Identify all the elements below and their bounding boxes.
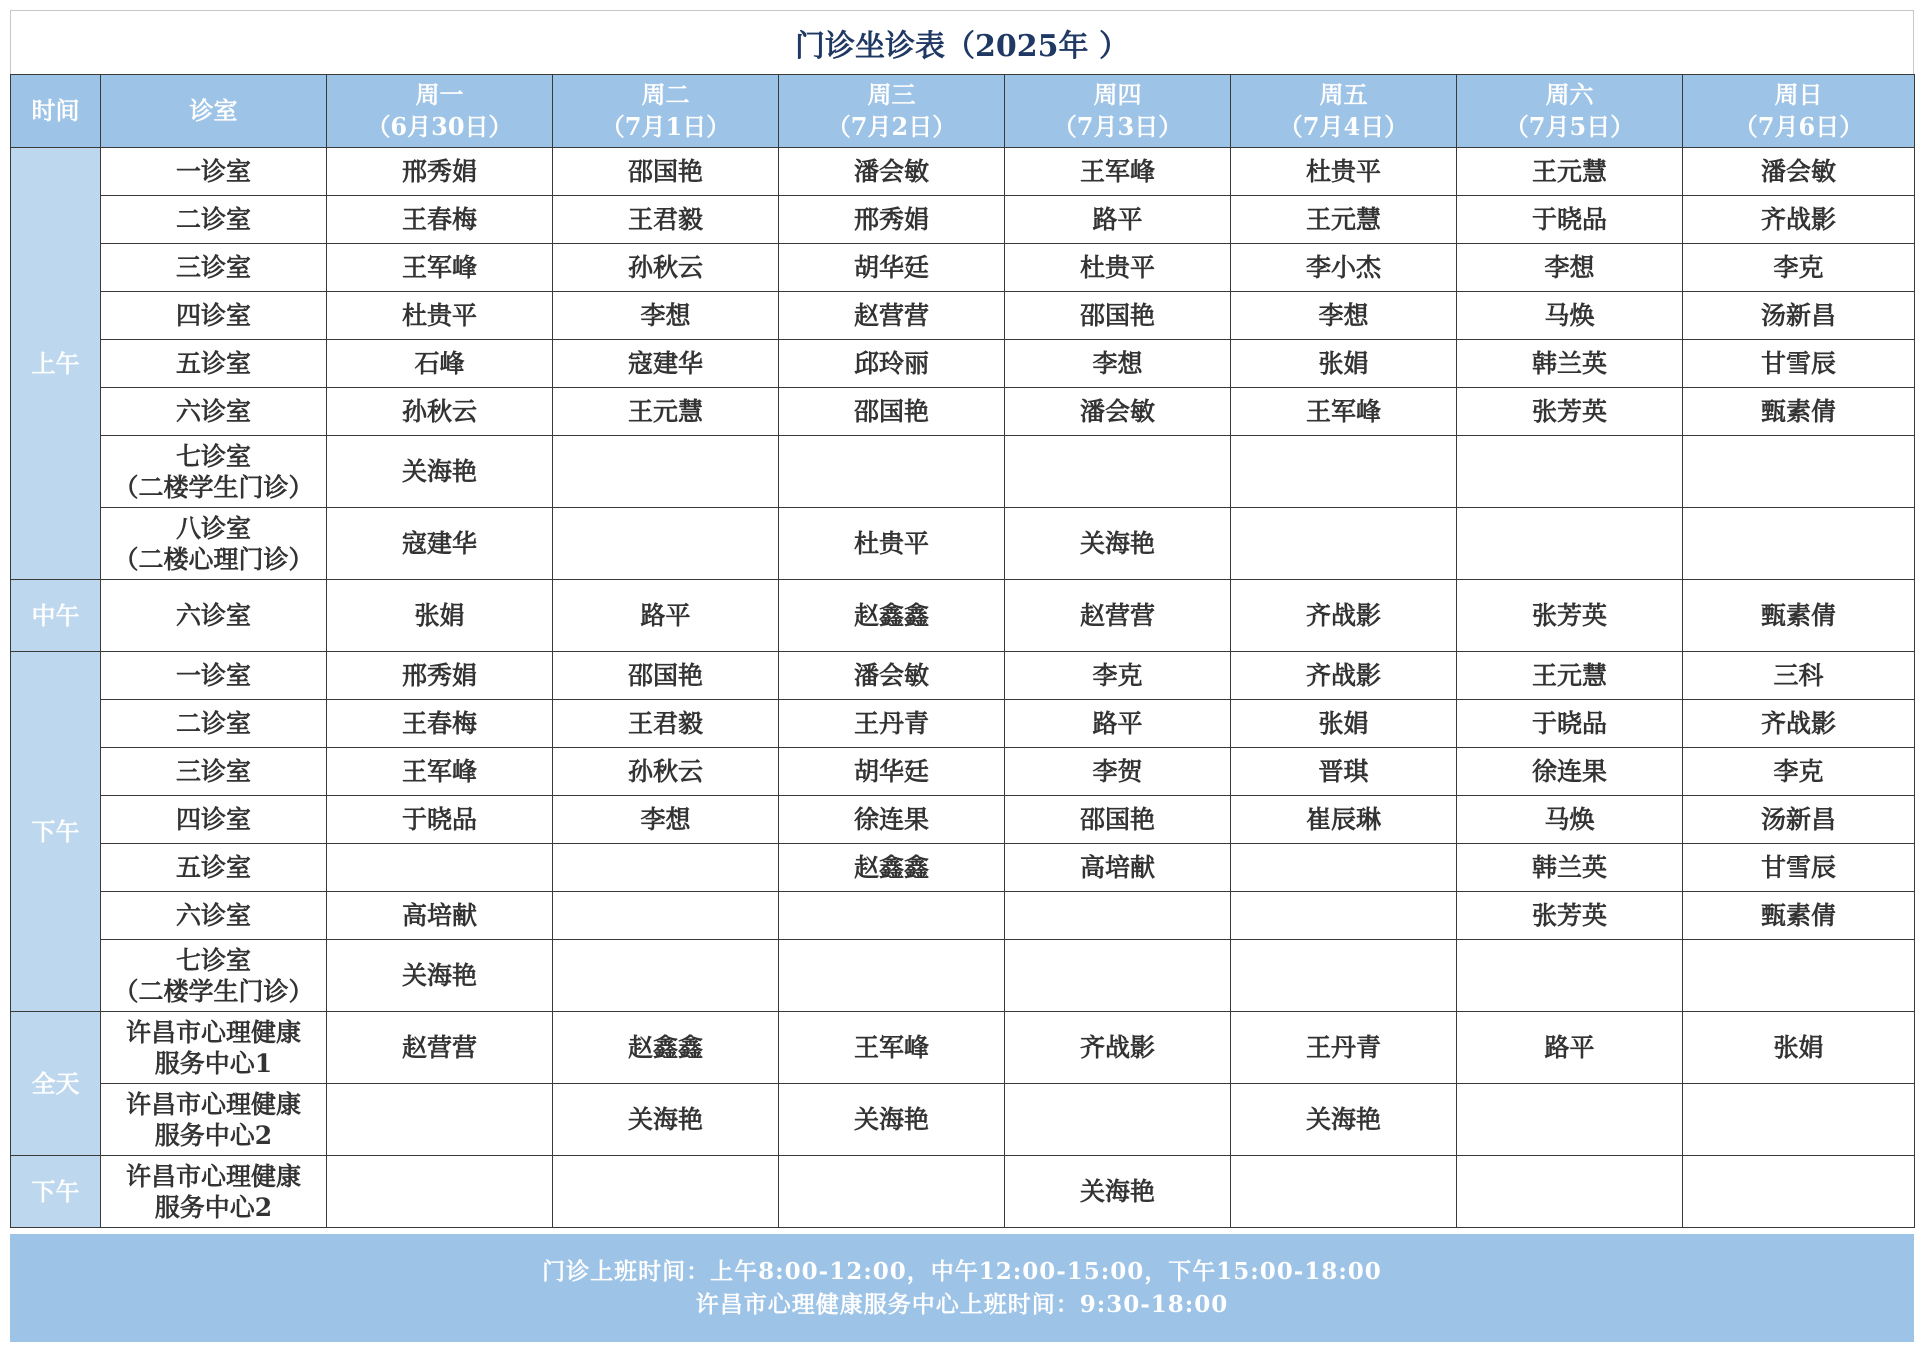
room-label: （二楼学生门诊） <box>113 472 314 502</box>
doctor-cell: 李想 <box>1231 292 1457 340</box>
doctor-cell: 胡华廷 <box>779 748 1005 796</box>
room-label: 服务中心1 <box>154 1048 273 1078</box>
doctor-cell <box>1231 436 1457 508</box>
room-label: 四诊室 <box>175 301 251 330</box>
doctor-cell: 崔辰琳 <box>1231 796 1457 844</box>
time-column-header: 时间 <box>11 75 101 148</box>
period-label: 上午 <box>11 148 101 580</box>
room-cell <box>101 388 327 436</box>
day-date: （7月6日） <box>1733 112 1864 141</box>
doctor-cell: 甄素倩 <box>1683 892 1915 940</box>
doctor-cell: 关海艳 <box>1005 508 1231 580</box>
doctor-cell: 潘会敏 <box>779 652 1005 700</box>
footer-hours <box>10 1234 1914 1342</box>
room-cell <box>101 244 327 292</box>
doctor-cell: 王军峰 <box>327 748 553 796</box>
header-row <box>11 75 1915 148</box>
doctor-cell: 邵国艳 <box>1005 292 1231 340</box>
doctor-cell: 张娟 <box>327 580 553 652</box>
doctor-cell: 张芳英 <box>1457 892 1683 940</box>
doctor-cell: 杜贵平 <box>779 508 1005 580</box>
doctor-cell: 孙秋云 <box>327 388 553 436</box>
doctor-cell: 王丹青 <box>1231 1012 1457 1084</box>
table-row <box>11 796 1915 844</box>
doctor-cell <box>1005 940 1231 1012</box>
doctor-cell <box>1231 1156 1457 1228</box>
day-name: 周二 <box>641 80 690 109</box>
table-row <box>11 388 1915 436</box>
doctor-cell: 赵鑫鑫 <box>553 1012 779 1084</box>
room-label: 一诊室 <box>175 157 251 186</box>
doctor-cell <box>327 1084 553 1156</box>
table-row <box>11 844 1915 892</box>
room-label: 六诊室 <box>175 601 251 630</box>
room-label: 服务中心2 <box>154 1192 273 1222</box>
room-cell <box>101 292 327 340</box>
room-label: （二楼心理门诊） <box>113 544 314 574</box>
room-label: 许昌市心理健康 <box>125 1089 301 1119</box>
day-date: （7月3日） <box>1052 112 1183 141</box>
day-name: 周一 <box>415 80 464 109</box>
room-cell <box>101 652 327 700</box>
doctor-cell: 王元慧 <box>1457 652 1683 700</box>
doctor-cell: 杜贵平 <box>327 292 553 340</box>
doctor-cell <box>1683 1156 1915 1228</box>
day-header-fri <box>1231 75 1457 148</box>
doctor-cell: 李克 <box>1005 652 1231 700</box>
room-cell <box>101 580 327 652</box>
room-cell <box>101 796 327 844</box>
doctor-cell <box>1457 1156 1683 1228</box>
room-label: 四诊室 <box>175 805 251 834</box>
doctor-cell: 孙秋云 <box>553 244 779 292</box>
doctor-cell: 张娟 <box>1683 1012 1915 1084</box>
room-column-header: 诊室 <box>101 75 327 148</box>
table-row <box>11 1012 1915 1084</box>
doctor-cell: 关海艳 <box>1005 1156 1231 1228</box>
doctor-cell: 关海艳 <box>553 1084 779 1156</box>
room-label: 七诊室 <box>175 945 251 975</box>
schedule-sheet <box>10 10 1914 1342</box>
room-label: 八诊室 <box>175 513 251 543</box>
doctor-cell: 孙秋云 <box>553 748 779 796</box>
doctor-cell: 王元慧 <box>553 388 779 436</box>
doctor-cell: 王军峰 <box>779 1012 1005 1084</box>
table-row <box>11 292 1915 340</box>
page-title: 门诊坐诊表（2025年 ） <box>10 10 1914 74</box>
doctor-cell: 王元慧 <box>1231 196 1457 244</box>
doctor-cell: 李想 <box>553 796 779 844</box>
doctor-cell <box>1457 508 1683 580</box>
doctor-cell: 寇建华 <box>553 340 779 388</box>
doctor-cell <box>1005 892 1231 940</box>
room-label: 许昌市心理健康 <box>125 1161 301 1191</box>
doctor-cell: 马焕 <box>1457 796 1683 844</box>
room-label: 六诊室 <box>175 397 251 426</box>
room-cell <box>101 892 327 940</box>
doctor-cell: 邢秀娟 <box>327 652 553 700</box>
doctor-cell: 张娟 <box>1231 700 1457 748</box>
doctor-cell <box>1457 436 1683 508</box>
room-label: 五诊室 <box>175 349 251 378</box>
doctor-cell: 赵鑫鑫 <box>779 844 1005 892</box>
table-row <box>11 508 1915 580</box>
doctor-cell <box>779 940 1005 1012</box>
doctor-cell: 李克 <box>1683 748 1915 796</box>
doctor-cell <box>553 436 779 508</box>
doctor-cell <box>1683 940 1915 1012</box>
day-header-sat <box>1457 75 1683 148</box>
day-name: 周五 <box>1319 80 1368 109</box>
doctor-cell: 杜贵平 <box>1231 148 1457 196</box>
doctor-cell: 张娟 <box>1231 340 1457 388</box>
doctor-cell: 马焕 <box>1457 292 1683 340</box>
doctor-cell: 邵国艳 <box>779 388 1005 436</box>
doctor-cell: 齐战影 <box>1683 196 1915 244</box>
doctor-cell <box>1457 940 1683 1012</box>
day-header-sun <box>1683 75 1915 148</box>
doctor-cell <box>1231 940 1457 1012</box>
day-header-tue <box>553 75 779 148</box>
doctor-cell: 寇建华 <box>327 508 553 580</box>
doctor-cell: 邢秀娟 <box>327 148 553 196</box>
room-cell <box>101 700 327 748</box>
room-label: 六诊室 <box>175 901 251 930</box>
doctor-cell <box>779 892 1005 940</box>
doctor-cell: 张芳英 <box>1457 580 1683 652</box>
doctor-cell: 关海艳 <box>327 436 553 508</box>
doctor-cell: 潘会敏 <box>779 148 1005 196</box>
doctor-cell: 李贺 <box>1005 748 1231 796</box>
room-cell <box>101 1156 327 1228</box>
doctor-cell: 汤新昌 <box>1683 796 1915 844</box>
day-date: （6月30日） <box>366 112 513 141</box>
doctor-cell <box>1683 436 1915 508</box>
doctor-cell: 路平 <box>1457 1012 1683 1084</box>
doctor-cell: 胡华廷 <box>779 244 1005 292</box>
room-cell <box>101 940 327 1012</box>
doctor-cell: 高培献 <box>327 892 553 940</box>
doctor-cell: 甘雪辰 <box>1683 340 1915 388</box>
room-label: 一诊室 <box>175 661 251 690</box>
day-name: 周三 <box>867 80 916 109</box>
doctor-cell: 高培献 <box>1005 844 1231 892</box>
doctor-cell: 邵国艳 <box>553 652 779 700</box>
doctor-cell: 王军峰 <box>1231 388 1457 436</box>
doctor-cell: 赵鑫鑫 <box>779 580 1005 652</box>
footer-center-hours: 许昌市心理健康服务中心上班时间：9:30-18:00 <box>695 1291 1229 1318</box>
doctor-cell: 于晓品 <box>1457 196 1683 244</box>
day-date: （7月5日） <box>1504 112 1635 141</box>
day-name: 周四 <box>1093 80 1142 109</box>
doctor-cell <box>553 1156 779 1228</box>
day-date: （7月2日） <box>826 112 957 141</box>
doctor-cell <box>327 844 553 892</box>
doctor-cell: 甄素倩 <box>1683 580 1915 652</box>
period-label: 中午 <box>11 580 101 652</box>
doctor-cell: 路平 <box>1005 700 1231 748</box>
room-label: 二诊室 <box>175 205 251 234</box>
table-row <box>11 892 1915 940</box>
doctor-cell: 邵国艳 <box>1005 796 1231 844</box>
doctor-cell <box>1231 508 1457 580</box>
doctor-cell <box>553 940 779 1012</box>
doctor-cell: 赵营营 <box>327 1012 553 1084</box>
doctor-cell: 晋琪 <box>1231 748 1457 796</box>
doctor-cell <box>1005 436 1231 508</box>
doctor-cell: 邢秀娟 <box>779 196 1005 244</box>
table-row <box>11 580 1915 652</box>
doctor-cell: 赵营营 <box>779 292 1005 340</box>
doctor-cell: 邵国艳 <box>553 148 779 196</box>
doctor-cell: 李想 <box>1457 244 1683 292</box>
doctor-cell: 王春梅 <box>327 700 553 748</box>
doctor-cell <box>1231 892 1457 940</box>
doctor-cell: 王春梅 <box>327 196 553 244</box>
doctor-cell: 潘会敏 <box>1005 388 1231 436</box>
doctor-cell: 路平 <box>1005 196 1231 244</box>
room-cell <box>101 148 327 196</box>
doctor-cell <box>327 1156 553 1228</box>
doctor-cell: 齐战影 <box>1231 652 1457 700</box>
doctor-cell: 徐连果 <box>1457 748 1683 796</box>
room-label: 三诊室 <box>175 757 251 786</box>
room-label: （二楼学生门诊） <box>113 976 314 1006</box>
doctor-cell: 齐战影 <box>1005 1012 1231 1084</box>
doctor-cell: 于晓品 <box>327 796 553 844</box>
table-row <box>11 1156 1915 1228</box>
table-row <box>11 148 1915 196</box>
footer-clinic-hours: 门诊上班时间：上午8:00-12:00，中午12:00-15:00，下午15:00-18:00 <box>542 1258 1382 1285</box>
doctor-cell: 甘雪辰 <box>1683 844 1915 892</box>
table-row <box>11 1084 1915 1156</box>
table-row <box>11 700 1915 748</box>
doctor-cell <box>1457 1084 1683 1156</box>
room-label: 三诊室 <box>175 253 251 282</box>
table-row <box>11 196 1915 244</box>
doctor-cell: 关海艳 <box>327 940 553 1012</box>
table-row <box>11 244 1915 292</box>
room-cell <box>101 196 327 244</box>
table-row <box>11 748 1915 796</box>
doctor-cell: 石峰 <box>327 340 553 388</box>
doctor-cell: 王军峰 <box>327 244 553 292</box>
doctor-cell: 甄素倩 <box>1683 388 1915 436</box>
room-cell <box>101 340 327 388</box>
room-cell <box>101 436 327 508</box>
doctor-cell <box>1683 508 1915 580</box>
doctor-cell: 齐战影 <box>1683 700 1915 748</box>
day-header-thu <box>1005 75 1231 148</box>
day-header-mon <box>327 75 553 148</box>
doctor-cell: 齐战影 <box>1231 580 1457 652</box>
room-label: 七诊室 <box>175 441 251 471</box>
doctor-cell <box>1231 844 1457 892</box>
table-row <box>11 340 1915 388</box>
day-name: 周日 <box>1774 80 1823 109</box>
doctor-cell: 潘会敏 <box>1683 148 1915 196</box>
day-name: 周六 <box>1545 80 1594 109</box>
room-cell <box>101 508 327 580</box>
doctor-cell: 韩兰英 <box>1457 844 1683 892</box>
period-label: 下午 <box>11 652 101 1012</box>
doctor-cell: 王君毅 <box>553 700 779 748</box>
doctor-cell <box>779 436 1005 508</box>
doctor-cell: 李小杰 <box>1231 244 1457 292</box>
doctor-cell: 王丹青 <box>779 700 1005 748</box>
doctor-cell: 邱玲丽 <box>779 340 1005 388</box>
doctor-cell: 李想 <box>1005 340 1231 388</box>
room-label: 二诊室 <box>175 709 251 738</box>
doctor-cell: 赵营营 <box>1005 580 1231 652</box>
day-date: （7月1日） <box>600 112 731 141</box>
schedule-table <box>10 74 1915 1228</box>
doctor-cell: 关海艳 <box>1231 1084 1457 1156</box>
room-label: 许昌市心理健康 <box>125 1017 301 1047</box>
room-cell <box>101 844 327 892</box>
doctor-cell: 三科 <box>1683 652 1915 700</box>
doctor-cell: 杜贵平 <box>1005 244 1231 292</box>
doctor-cell: 王元慧 <box>1457 148 1683 196</box>
doctor-cell <box>553 508 779 580</box>
doctor-cell: 徐连果 <box>779 796 1005 844</box>
doctor-cell: 李想 <box>553 292 779 340</box>
period-label: 下午 <box>11 1156 101 1228</box>
table-row <box>11 652 1915 700</box>
doctor-cell: 关海艳 <box>779 1084 1005 1156</box>
room-label: 服务中心2 <box>154 1120 273 1150</box>
doctor-cell: 李克 <box>1683 244 1915 292</box>
doctor-cell: 王君毅 <box>553 196 779 244</box>
doctor-cell: 张芳英 <box>1457 388 1683 436</box>
period-label: 全天 <box>11 1012 101 1156</box>
day-header-wed <box>779 75 1005 148</box>
schedule-body <box>11 148 1915 1228</box>
doctor-cell: 路平 <box>553 580 779 652</box>
table-row <box>11 436 1915 508</box>
day-date: （7月4日） <box>1278 112 1409 141</box>
doctor-cell <box>779 1156 1005 1228</box>
doctor-cell: 于晓品 <box>1457 700 1683 748</box>
doctor-cell: 王军峰 <box>1005 148 1231 196</box>
doctor-cell <box>553 844 779 892</box>
doctor-cell <box>553 892 779 940</box>
room-cell <box>101 1084 327 1156</box>
room-cell <box>101 1012 327 1084</box>
table-row <box>11 940 1915 1012</box>
room-cell <box>101 748 327 796</box>
doctor-cell <box>1005 1084 1231 1156</box>
doctor-cell <box>1683 1084 1915 1156</box>
room-label: 五诊室 <box>175 853 251 882</box>
doctor-cell: 韩兰英 <box>1457 340 1683 388</box>
doctor-cell: 汤新昌 <box>1683 292 1915 340</box>
